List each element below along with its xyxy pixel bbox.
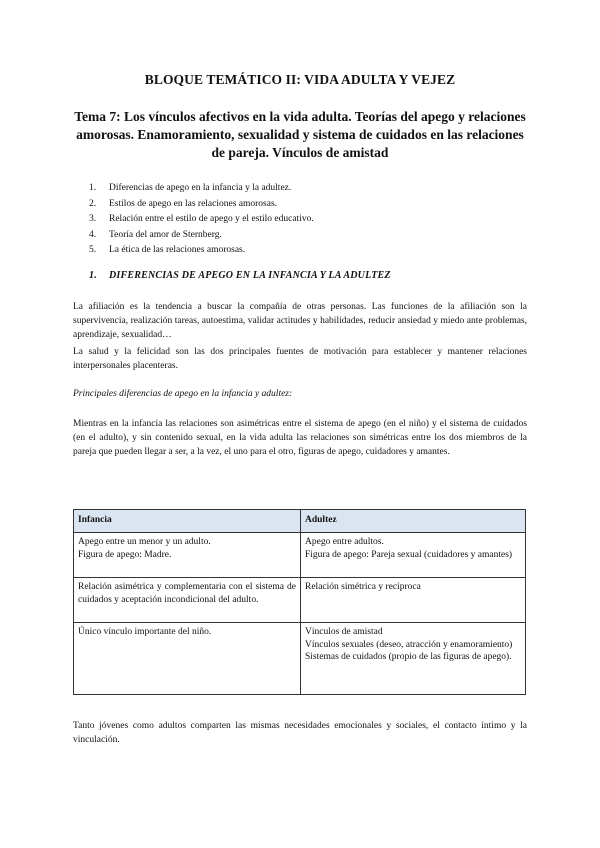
list-item-text: Diferencias de apego en la infancia y la adultez. xyxy=(109,183,292,193)
cell-line: Figura de apego: Madre. xyxy=(78,549,172,560)
table-header-row xyxy=(74,510,526,533)
section-number: 1. xyxy=(89,270,97,281)
topic-contents-list xyxy=(89,181,314,259)
list-item xyxy=(89,181,314,197)
paragraph-motivation: La salud y la felicidad son las dos principales fuentes de motivación para establecer y mantener relaciones interpersonales placenteras. xyxy=(73,347,527,372)
list-item-number: 3. xyxy=(89,214,97,224)
subheading-differences: Principales diferencias de apego en la infancia y adultez: xyxy=(73,389,293,399)
cell-line: Relación simétrica y recíproca xyxy=(305,582,421,592)
list-item xyxy=(89,212,314,228)
table-cell xyxy=(301,533,526,578)
block-title: BLOQUE TEMÁTICO II: VIDA ADULTA Y VEJEZ xyxy=(144,72,456,87)
paragraph-asymmetry: Mientras en la infancia las relaciones son asimétricas entre el sistema de apego (en el niño) y el sistema de cuidados (en el adulto), y sin contenido sexual, en la vida adulta las relaciones son simétricas entre los dos miembros de la pareja que pueden llegar a ser, a la vez, el uno para el otro, figuras de apego, cuidadores y amantes. xyxy=(73,419,527,458)
list-item-number: 5. xyxy=(89,245,97,255)
section-heading-text: DIFERENCIAS DE APEGO EN LA INFANCIA Y LA ADULTEZ xyxy=(109,270,391,281)
column-header-infancia: Infancia xyxy=(74,510,301,533)
list-item-text: Relación entre el estilo de apego y el estilo educativo. xyxy=(109,214,314,224)
cell-line: Figura de apego: Pareja sexual (cuidadores y amantes) xyxy=(305,549,513,560)
list-item-number: 4. xyxy=(89,229,97,240)
topic-title: Tema 7: Los vínculos afectivos en la vida adulta. Teorías del apego y relaciones amorosas. Enamoramiento, sexualidad y sistema de cuidados en las relaciones de pareja. Vínculos de amistad xyxy=(74,109,526,160)
paragraph-affiliation: La afiliación es la tendencia a buscar la compañía de otras personas. Las funciones de la afiliación son la supervivencia, realización tareas, autoestima, validar actitudes y habilidades, reducir ansiedad y miedo ante problemas, aprendizaje, sexualidad… xyxy=(73,302,527,341)
cell-line: Vínculos sexuales (deseo, atracción y enamoramiento) xyxy=(305,639,513,650)
column-header-adultez: Adultez xyxy=(301,510,526,533)
list-item-number: 2. xyxy=(89,198,97,209)
table-cell xyxy=(301,623,526,695)
list-item xyxy=(89,228,314,244)
list-item-number: 1. xyxy=(89,183,97,193)
cell-line: Apego entre un menor y un adulto. xyxy=(78,537,211,547)
list-item xyxy=(89,243,314,259)
cell-line: Sistemas de cuidados (propio de las figuras de apego). xyxy=(305,652,512,663)
table-row xyxy=(74,623,526,695)
list-item-text: Teoría del amor de Sternberg. xyxy=(109,229,222,240)
table-row xyxy=(74,533,526,578)
table-cell xyxy=(301,578,526,623)
cell-line: Único vínculo importante del niño. xyxy=(78,627,212,637)
list-item-text: La ética de las relaciones amorosas. xyxy=(109,245,246,255)
cell-line: Apego entre adultos. xyxy=(305,537,384,547)
list-item xyxy=(89,197,314,213)
paragraph-shared-needs: Tanto jóvenes como adultos comparten las mismas necesidades emocionales y sociales, el contacto íntimo y la vinculación. xyxy=(73,721,527,746)
table-cell xyxy=(74,578,301,623)
cell-line: Vínculos de amistad xyxy=(305,627,383,637)
table-cell xyxy=(74,623,301,695)
table-cell xyxy=(74,533,301,578)
list-item-text: Estilos de apego en las relaciones amorosas. xyxy=(109,198,278,209)
cell-line: Relación asimétrica y complementaria con el sistema de cuidados y aceptación incondicional del adulto. xyxy=(78,582,296,605)
section-heading xyxy=(89,270,391,281)
comparison-table xyxy=(73,509,526,695)
table-row xyxy=(74,578,526,623)
